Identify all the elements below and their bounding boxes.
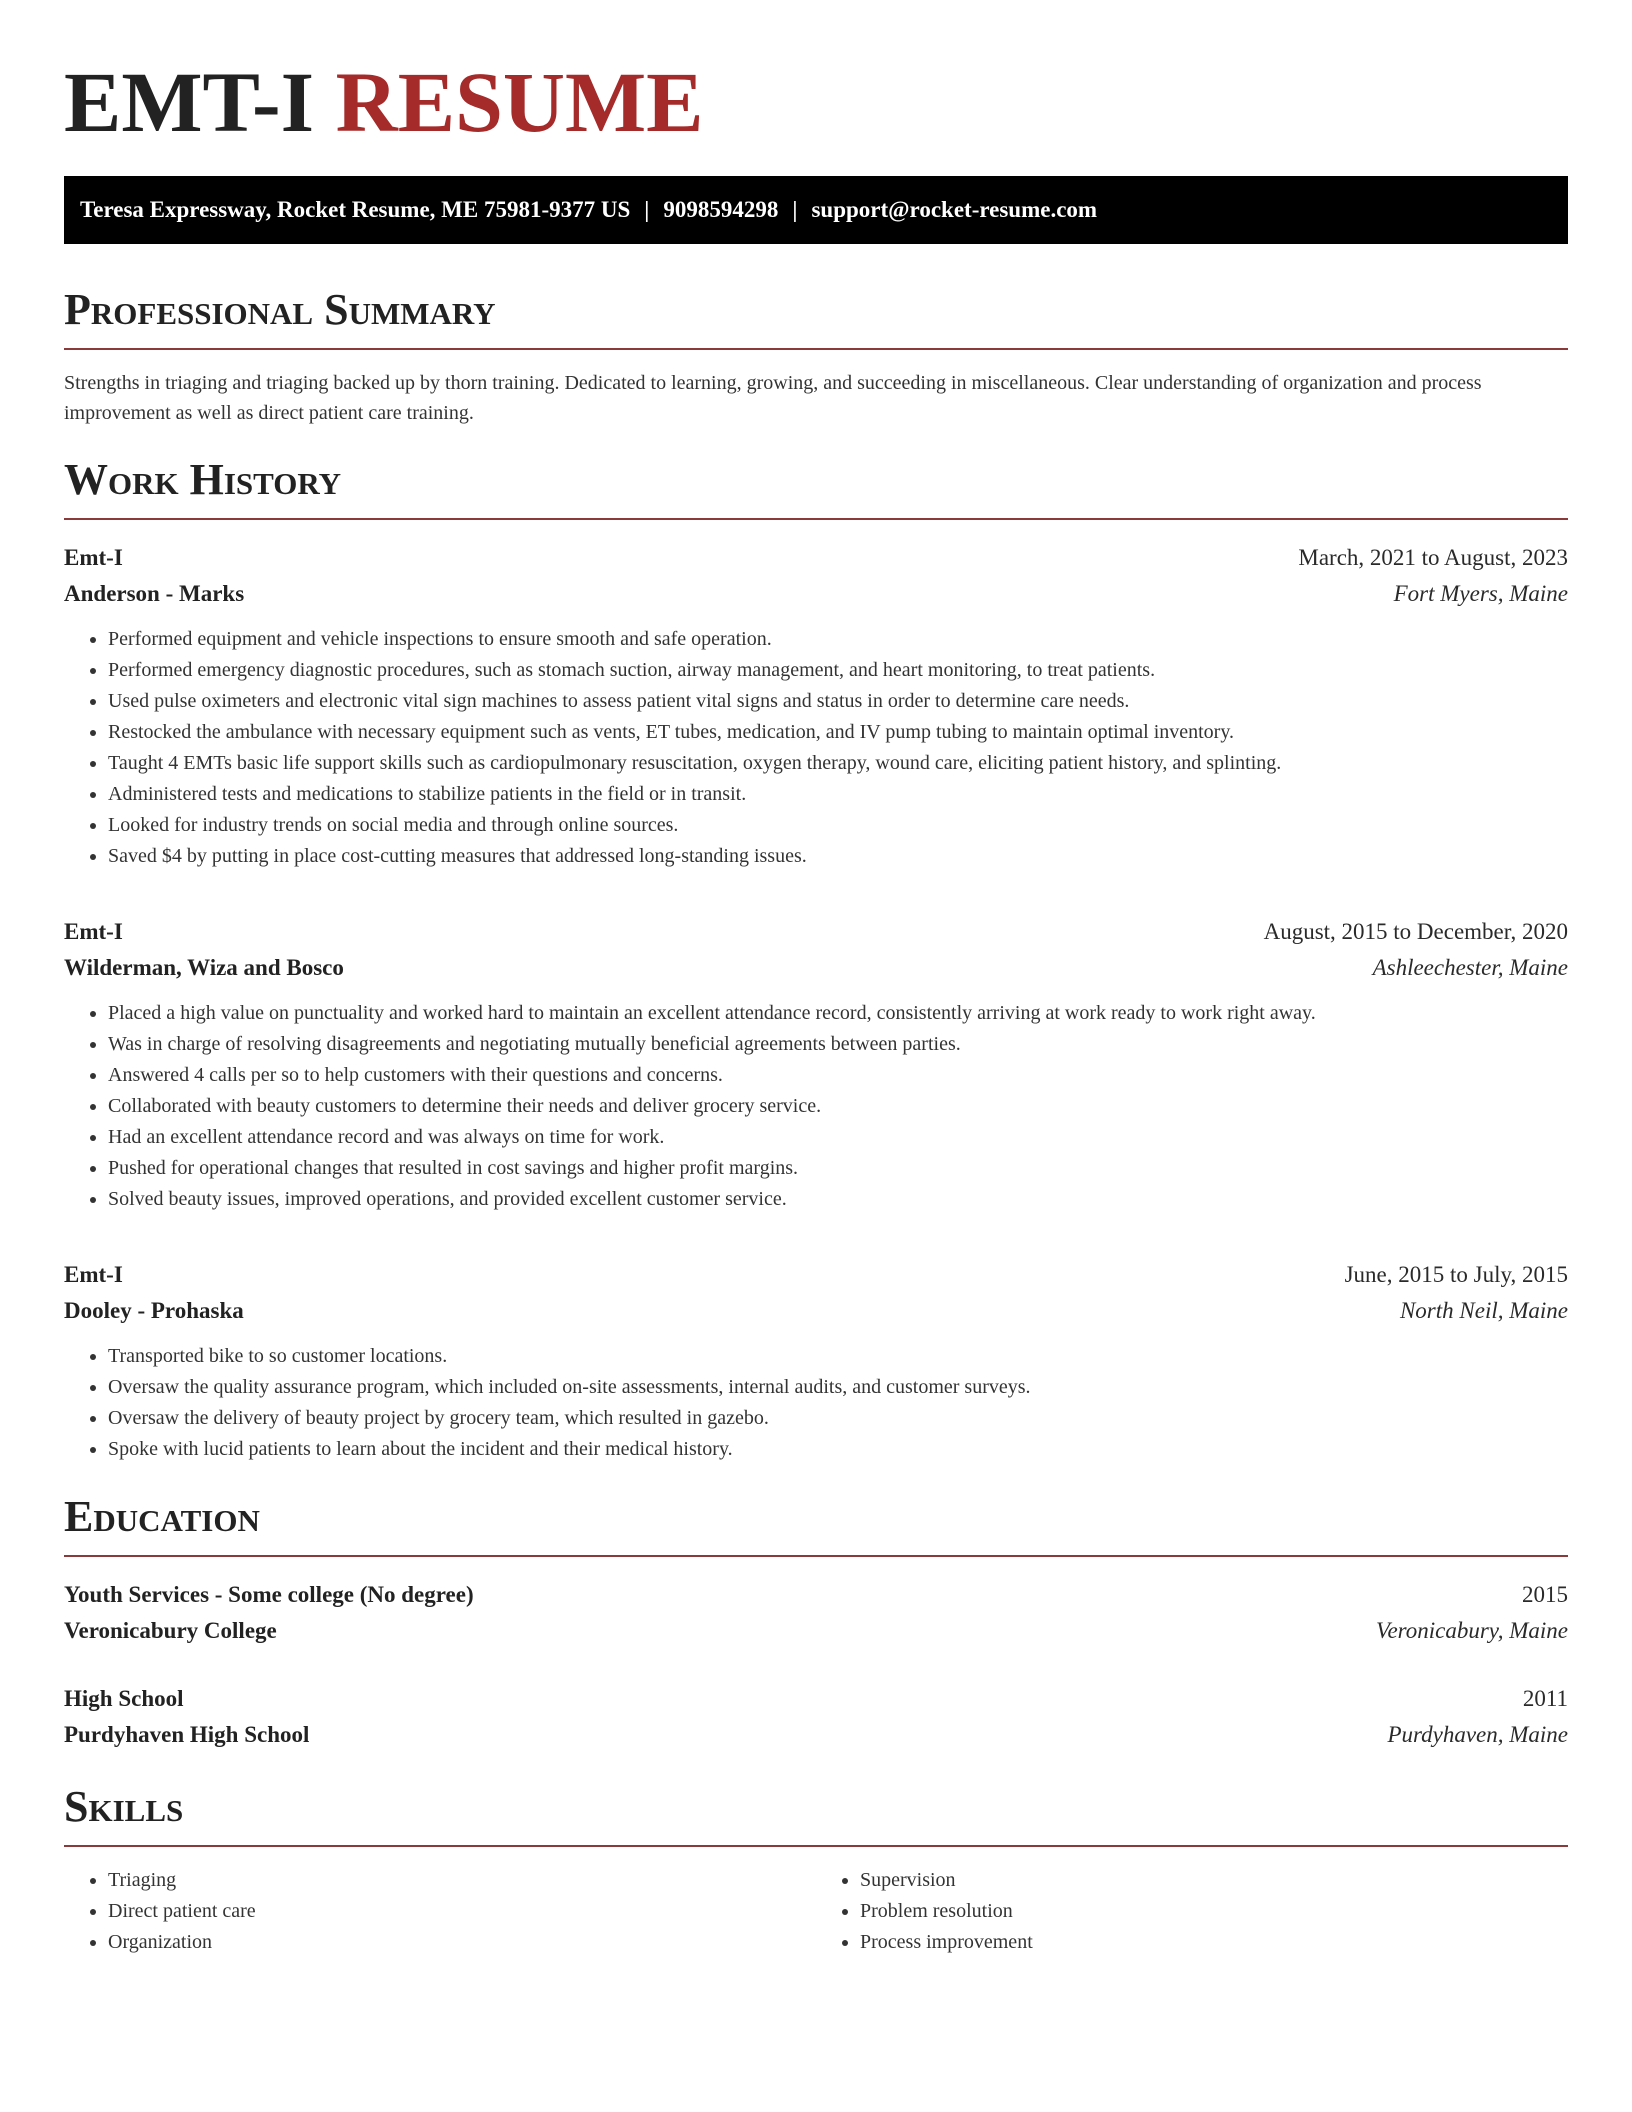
contact-bar	[64, 176, 1568, 244]
job-bullet: • Used pulse oximeters and electronic vital sign machines to assess patient vital signs and status in order to determine care needs.	[108, 686, 1568, 717]
job-bullet: • Spoke with lucid patients to learn about the incident and their medical history.	[108, 1434, 1568, 1465]
job-bullets	[64, 624, 1568, 872]
job-bullet: • Collaborated with beauty customers to determine their needs and deliver grocery service.	[108, 1091, 1568, 1122]
job-header-row	[64, 914, 1568, 950]
contact-email: support@rocket-resume.com	[811, 197, 1098, 222]
job-bullet: • Was in charge of resolving disagreements and negotiating mutually beneficial agreements between parties.	[108, 1029, 1568, 1060]
job-header-row	[64, 540, 1568, 576]
skill-item: • Organization	[108, 1927, 816, 1958]
job-location: Fort Myers, Maine	[1393, 581, 1568, 606]
education-school-row	[64, 1613, 1568, 1649]
job-dates: August, 2015 to December, 2020	[1263, 919, 1568, 944]
job-location: Ashleechester, Maine	[1372, 955, 1568, 980]
job-dates: March, 2021 to August, 2023	[1298, 545, 1568, 570]
job-entry	[64, 914, 1568, 1215]
job-bullet: • Oversaw the quality assurance program, which included on-site assessments, internal audits, and customer surveys.	[108, 1372, 1568, 1403]
contact-phone: 9098594298	[663, 197, 779, 222]
title-part-2: RESUME	[335, 54, 704, 150]
job-bullet: • Performed equipment and vehicle inspections to ensure smooth and safe operation.	[108, 624, 1568, 655]
job-bullet: • Placed a high value on punctuality and worked hard to maintain an excellent attendance record, consistently arriving at work ready to work right away.	[108, 998, 1568, 1029]
job-bullets	[64, 1341, 1568, 1465]
education-heading: Education	[64, 1491, 1568, 1557]
education-year: 2011	[1522, 1686, 1568, 1711]
education-degree-row	[64, 1681, 1568, 1717]
job-bullet: • Restocked the ambulance with necessary equipment such as vents, ET tubes, medication, and IV pump tubing to maintain optimal inventory.	[108, 717, 1568, 748]
job-bullet: • Taught 4 EMTs basic life support skills such as cardiopulmonary resuscitation, oxygen therapy, wound care, eliciting patient history, and splinting.	[108, 748, 1568, 779]
title-part-1: EMT-I	[64, 54, 315, 150]
job-bullet: • Saved $4 by putting in place cost-cutting measures that addressed long-standing issues.	[108, 841, 1568, 872]
contact-separator: |	[644, 197, 650, 222]
job-location: North Neil, Maine	[1399, 1298, 1568, 1323]
education-entry	[64, 1681, 1568, 1753]
job-bullets	[64, 998, 1568, 1215]
job-bullet: • Answered 4 calls per so to help customers with their questions and concerns.	[108, 1060, 1568, 1091]
job-bullet: • Transported bike to so customer locations.	[108, 1341, 1568, 1372]
education-degree: High School	[64, 1686, 184, 1711]
resume-title	[64, 0, 1568, 148]
job-entry	[64, 540, 1568, 872]
skill-item: • Direct patient care	[108, 1896, 816, 1927]
job-header-row	[64, 1257, 1568, 1293]
education-year: 2015	[1522, 1582, 1568, 1607]
job-bullet: • Oversaw the delivery of beauty project by grocery team, which resulted in gazebo.	[108, 1403, 1568, 1434]
skills-column-left	[64, 1865, 816, 1958]
job-company: Wilderman, Wiza and Bosco	[64, 955, 344, 980]
skill-item: • Supervision	[860, 1865, 1568, 1896]
job-title: Emt-I	[64, 919, 123, 944]
job-bullet: • Had an excellent attendance record and was always on time for work.	[108, 1122, 1568, 1153]
skill-item: • Process improvement	[860, 1927, 1568, 1958]
job-company-row	[64, 576, 1568, 612]
education-location: Veronicabury, Maine	[1375, 1618, 1568, 1643]
contact-address: Teresa Expressway, Rocket Resume, ME 75981-9377 US	[80, 197, 631, 222]
skill-item: • Problem resolution	[860, 1896, 1568, 1927]
summary-text: Strengths in triaging and triaging backed up by thorn training. Dedicated to learning, growing, and succeeding in miscellaneous. Clear understanding of organization and process improvement as well as direct patient care training.	[64, 372, 1482, 424]
job-bullet: • Performed emergency diagnostic procedures, such as stomach suction, airway management, and heart monitoring, to treat patients.	[108, 655, 1568, 686]
job-bullet: • Administered tests and medications to stabilize patients in the field or in transit.	[108, 779, 1568, 810]
skills-grid	[64, 1865, 1568, 1958]
education-school: Purdyhaven High School	[64, 1722, 310, 1747]
job-entry	[64, 1257, 1568, 1465]
contact-separator: |	[792, 197, 798, 222]
work-history-heading: Work History	[64, 454, 1568, 520]
job-bullet: • Solved beauty issues, improved operations, and provided excellent customer service.	[108, 1184, 1568, 1215]
summary-heading: Professional Summary	[64, 284, 1568, 350]
skills-column-right	[816, 1865, 1568, 1958]
job-title: Emt-I	[64, 545, 123, 570]
job-bullet: • Pushed for operational changes that resulted in cost savings and higher profit margins.	[108, 1153, 1568, 1184]
education-degree-row	[64, 1577, 1568, 1613]
job-dates: June, 2015 to July, 2015	[1344, 1262, 1568, 1287]
education-degree: Youth Services - Some college (No degree)	[64, 1582, 474, 1607]
education-school-row	[64, 1717, 1568, 1753]
education-location: Purdyhaven, Maine	[1387, 1722, 1568, 1747]
job-company-row	[64, 950, 1568, 986]
job-title: Emt-I	[64, 1262, 123, 1287]
job-bullet: • Looked for industry trends on social media and through online sources.	[108, 810, 1568, 841]
job-company-row	[64, 1293, 1568, 1329]
skills-heading: Skills	[64, 1781, 1568, 1847]
job-company: Dooley - Prohaska	[64, 1298, 244, 1323]
education-entry	[64, 1577, 1568, 1649]
skill-item: • Triaging	[108, 1865, 816, 1896]
job-company: Anderson - Marks	[64, 581, 245, 606]
education-school: Veronicabury College	[64, 1618, 277, 1643]
